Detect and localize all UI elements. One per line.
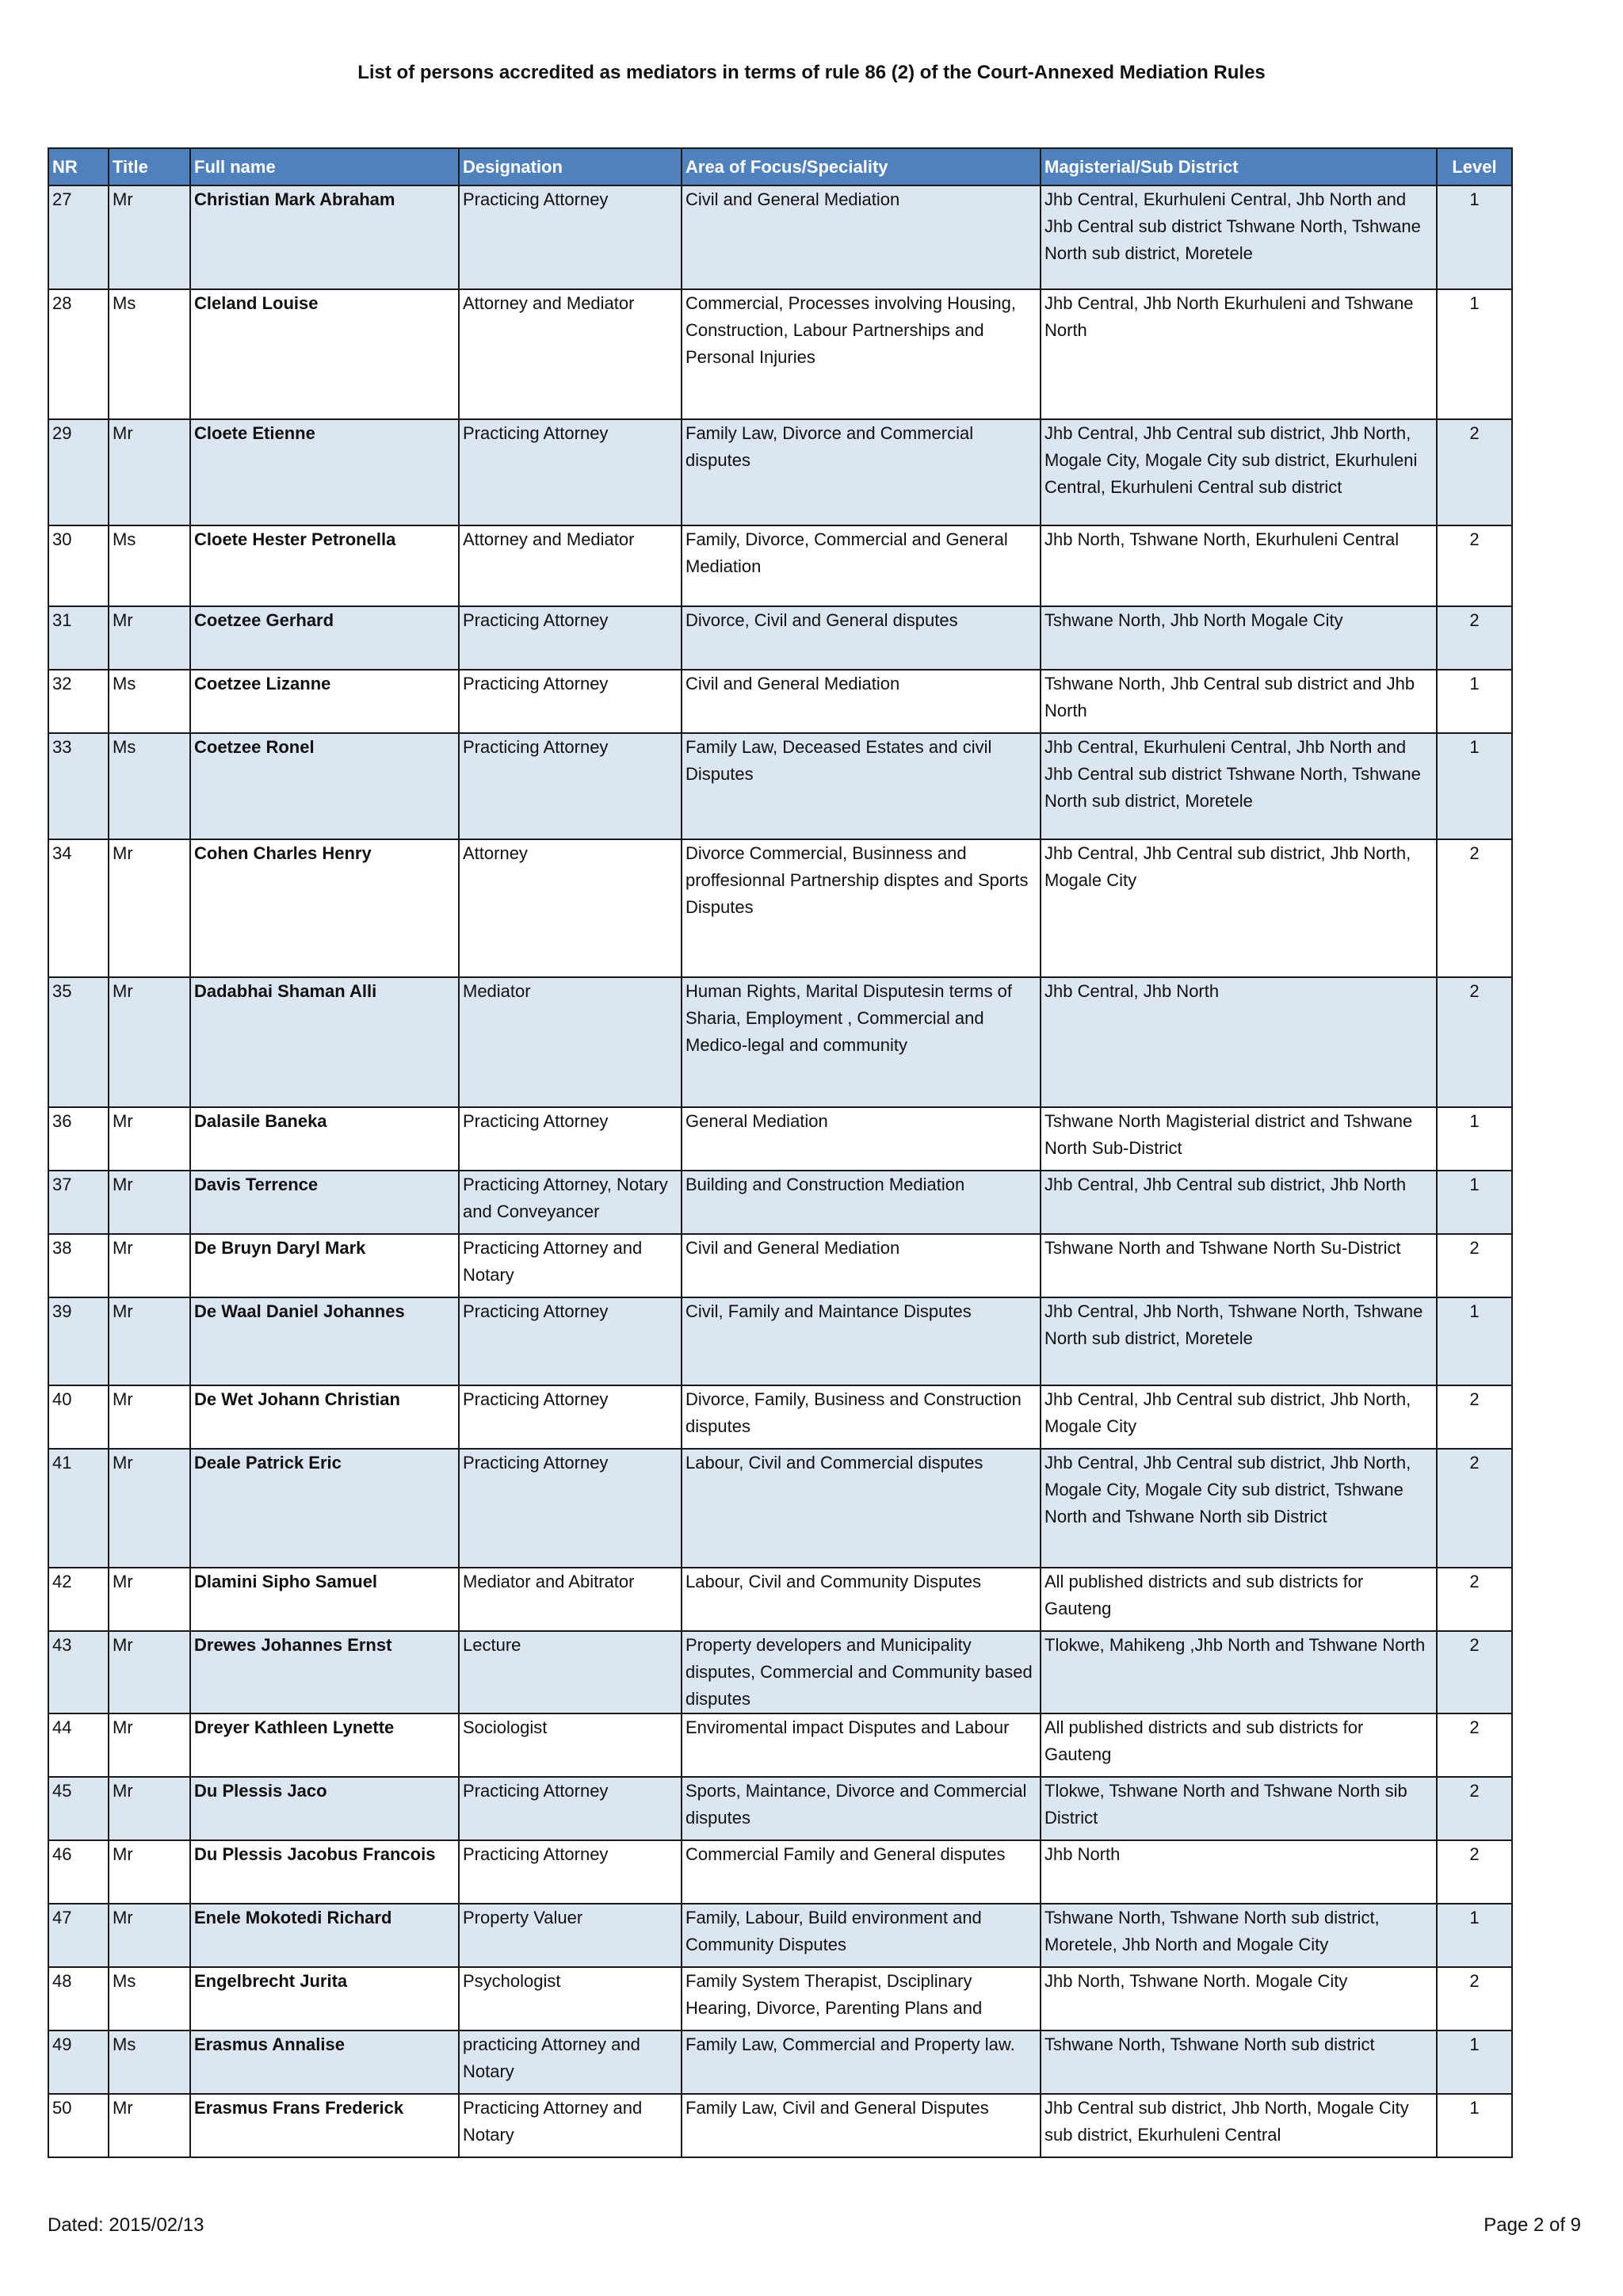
cell-district: Jhb North, Tshwane North. Mogale City xyxy=(1041,1967,1437,2030)
cell-district: Jhb Central, Jhb North xyxy=(1041,977,1437,1107)
table-row xyxy=(48,1568,1512,1631)
table-row xyxy=(48,1297,1512,1385)
cell-district: Jhb North, Tshwane North, Ekurhuleni Central xyxy=(1041,525,1437,606)
table-row xyxy=(48,1713,1512,1777)
cell-designation: Lecture xyxy=(459,1631,682,1713)
cell-title: Mr xyxy=(109,1840,190,1904)
cell-area-of-focus: Family Law, Civil and General Disputes xyxy=(682,2094,1041,2157)
cell-area-of-focus: Family Law, Commercial and Property law. xyxy=(682,2030,1041,2094)
cell-full-name: Dalasile Baneka xyxy=(190,1107,459,1171)
table-row xyxy=(48,1171,1512,1234)
header-full-name: Full name xyxy=(190,148,459,185)
cell-area-of-focus: Family System Therapist, Dsciplinary Hearing, Divorce, Parenting Plans and xyxy=(682,1967,1041,2030)
cell-designation: Practicing Attorney xyxy=(459,1777,682,1840)
cell-area-of-focus: Family, Divorce, Commercial and General Mediation xyxy=(682,525,1041,606)
table-row xyxy=(48,2094,1512,2157)
cell-level: 2 xyxy=(1437,1713,1512,1777)
cell-nr: 46 xyxy=(48,1840,109,1904)
cell-nr: 39 xyxy=(48,1297,109,1385)
cell-district: Jhb Central sub district, Jhb North, Mogale City sub district, Ekurhuleni Central xyxy=(1041,2094,1437,2157)
cell-area-of-focus: Commercial, Processes involving Housing, Construction, Labour Partnerships and Personal Injuries xyxy=(682,289,1041,419)
cell-district: Jhb Central, Jhb Central sub district, Jhb North, Mogale City, Mogale City sub district, Tshwane North and Tshwane North sib District xyxy=(1041,1449,1437,1568)
header-row xyxy=(48,148,1512,185)
cell-title: Mr xyxy=(109,1568,190,1631)
cell-district: Jhb Central, Jhb Central sub district, Jhb North xyxy=(1041,1171,1437,1234)
cell-level: 2 xyxy=(1437,1385,1512,1449)
cell-title: Mr xyxy=(109,1385,190,1449)
cell-title: Mr xyxy=(109,1107,190,1171)
cell-title: Mr xyxy=(109,419,190,525)
cell-designation: Mediator xyxy=(459,977,682,1107)
cell-designation: Practicing Attorney xyxy=(459,1449,682,1568)
cell-district: Tshwane North, Tshwane North sub district, Moretele, Jhb North and Mogale City xyxy=(1041,1904,1437,1967)
cell-nr: 45 xyxy=(48,1777,109,1840)
cell-title: Mr xyxy=(109,1631,190,1713)
cell-full-name: De Waal Daniel Johannes xyxy=(190,1297,459,1385)
cell-district: Tshwane North, Jhb North Mogale City xyxy=(1041,606,1437,670)
table-row xyxy=(48,289,1512,419)
cell-designation: Practicing Attorney xyxy=(459,1385,682,1449)
table-row xyxy=(48,1385,1512,1449)
table-row xyxy=(48,1234,1512,1297)
cell-nr: 28 xyxy=(48,289,109,419)
cell-district: Jhb Central, Ekurhuleni Central, Jhb North and Jhb Central sub district Tshwane North, Tshwane North sub district, Moretele xyxy=(1041,733,1437,839)
cell-designation: practicing Attorney and Notary xyxy=(459,2030,682,2094)
cell-designation: Sociologist xyxy=(459,1713,682,1777)
cell-full-name: Coetzee Gerhard xyxy=(190,606,459,670)
header-designation: Designation xyxy=(459,148,682,185)
cell-area-of-focus: Commercial Family and General disputes xyxy=(682,1840,1041,1904)
cell-level: 2 xyxy=(1437,525,1512,606)
cell-nr: 49 xyxy=(48,2030,109,2094)
cell-nr: 43 xyxy=(48,1631,109,1713)
cell-nr: 33 xyxy=(48,733,109,839)
cell-designation: Practicing Attorney xyxy=(459,185,682,289)
cell-level: 2 xyxy=(1437,977,1512,1107)
table-row xyxy=(48,733,1512,839)
cell-nr: 32 xyxy=(48,670,109,733)
cell-area-of-focus: Civil and General Mediation xyxy=(682,185,1041,289)
cell-nr: 38 xyxy=(48,1234,109,1297)
cell-level: 2 xyxy=(1437,1568,1512,1631)
cell-nr: 48 xyxy=(48,1967,109,2030)
cell-area-of-focus: Divorce, Civil and General disputes xyxy=(682,606,1041,670)
cell-district: Jhb Central, Jhb Central sub district, Jhb North, Mogale City xyxy=(1041,1385,1437,1449)
cell-district: Tshwane North and Tshwane North Su-District xyxy=(1041,1234,1437,1297)
cell-title: Mr xyxy=(109,1777,190,1840)
cell-designation: Practicing Attorney xyxy=(459,733,682,839)
cell-nr: 30 xyxy=(48,525,109,606)
cell-title: Ms xyxy=(109,289,190,419)
cell-district: Jhb Central, Jhb North, Tshwane North, Tshwane North sub district, Moretele xyxy=(1041,1297,1437,1385)
cell-title: Mr xyxy=(109,606,190,670)
table-row xyxy=(48,839,1512,977)
cell-full-name: Enele Mokotedi Richard xyxy=(190,1904,459,1967)
cell-level: 1 xyxy=(1437,2030,1512,2094)
cell-full-name: Engelbrecht Jurita xyxy=(190,1967,459,2030)
cell-nr: 34 xyxy=(48,839,109,977)
cell-designation: Practicing Attorney and Notary xyxy=(459,2094,682,2157)
page-number: Page 2 of 9 xyxy=(1484,2214,1581,2236)
cell-level: 2 xyxy=(1437,1234,1512,1297)
cell-title: Ms xyxy=(109,670,190,733)
cell-area-of-focus: General Mediation xyxy=(682,1107,1041,1171)
table-row xyxy=(48,1967,1512,2030)
cell-area-of-focus: Building and Construction Mediation xyxy=(682,1171,1041,1234)
cell-nr: 35 xyxy=(48,977,109,1107)
cell-designation: Psychologist xyxy=(459,1967,682,2030)
cell-title: Ms xyxy=(109,1967,190,2030)
cell-district: Tshwane North, Jhb Central sub district and Jhb North xyxy=(1041,670,1437,733)
cell-nr: 40 xyxy=(48,1385,109,1449)
cell-title: Mr xyxy=(109,1449,190,1568)
cell-designation: Practicing Attorney xyxy=(459,1297,682,1385)
cell-area-of-focus: Divorce Commercial, Businness and proffesionnal Partnership disptes and Sports Disputes xyxy=(682,839,1041,977)
cell-level: 1 xyxy=(1437,733,1512,839)
cell-level: 1 xyxy=(1437,289,1512,419)
cell-district: Jhb Central, Jhb North Ekurhuleni and Tshwane North xyxy=(1041,289,1437,419)
header-area-of-focus: Area of Focus/Speciality xyxy=(682,148,1041,185)
cell-designation: Practicing Attorney xyxy=(459,1107,682,1171)
cell-designation: Practicing Attorney xyxy=(459,419,682,525)
cell-full-name: Davis Terrence xyxy=(190,1171,459,1234)
cell-area-of-focus: Family Law, Deceased Estates and civil Disputes xyxy=(682,733,1041,839)
cell-district: All published districts and sub districts for Gauteng xyxy=(1041,1713,1437,1777)
cell-district: Tshwane North, Tshwane North sub district xyxy=(1041,2030,1437,2094)
cell-nr: 37 xyxy=(48,1171,109,1234)
cell-area-of-focus: Civil and General Mediation xyxy=(682,670,1041,733)
cell-title: Ms xyxy=(109,525,190,606)
cell-level: 1 xyxy=(1437,1171,1512,1234)
cell-title: Ms xyxy=(109,733,190,839)
cell-full-name: Drewes Johannes Ernst xyxy=(190,1631,459,1713)
header-title: Title xyxy=(109,148,190,185)
cell-designation: Practicing Attorney xyxy=(459,606,682,670)
cell-title: Mr xyxy=(109,1297,190,1385)
cell-nr: 47 xyxy=(48,1904,109,1967)
cell-area-of-focus: Civil and General Mediation xyxy=(682,1234,1041,1297)
cell-level: 1 xyxy=(1437,1297,1512,1385)
cell-district: Jhb Central, Jhb Central sub district, Jhb North, Mogale City xyxy=(1041,839,1437,977)
cell-nr: 50 xyxy=(48,2094,109,2157)
table-row xyxy=(48,670,1512,733)
cell-designation: Practicing Attorney xyxy=(459,670,682,733)
cell-title: Mr xyxy=(109,1713,190,1777)
cell-full-name: De Bruyn Daryl Mark xyxy=(190,1234,459,1297)
table-row xyxy=(48,606,1512,670)
cell-full-name: Coetzee Ronel xyxy=(190,733,459,839)
cell-level: 2 xyxy=(1437,839,1512,977)
table-row xyxy=(48,1107,1512,1171)
cell-full-name: Erasmus Annalise xyxy=(190,2030,459,2094)
cell-designation: Practicing Attorney, Notary and Conveyancer xyxy=(459,1171,682,1234)
cell-full-name: De Wet Johann Christian xyxy=(190,1385,459,1449)
cell-area-of-focus: Enviromental impact Disputes and Labour xyxy=(682,1713,1041,1777)
cell-level: 2 xyxy=(1437,1967,1512,2030)
table-row xyxy=(48,185,1512,289)
cell-full-name: Dreyer Kathleen Lynette xyxy=(190,1713,459,1777)
cell-full-name: Coetzee Lizanne xyxy=(190,670,459,733)
cell-full-name: Cloete Hester Petronella xyxy=(190,525,459,606)
cell-designation: Practicing Attorney xyxy=(459,1840,682,1904)
cell-area-of-focus: Divorce, Family, Business and Construction disputes xyxy=(682,1385,1041,1449)
cell-title: Mr xyxy=(109,1904,190,1967)
cell-nr: 27 xyxy=(48,185,109,289)
cell-level: 2 xyxy=(1437,1449,1512,1568)
cell-level: 2 xyxy=(1437,419,1512,525)
cell-area-of-focus: Labour, Civil and Community Disputes xyxy=(682,1568,1041,1631)
header-district: Magisterial/Sub District xyxy=(1041,148,1437,185)
cell-level: 2 xyxy=(1437,1631,1512,1713)
cell-district: Jhb Central, Ekurhuleni Central, Jhb North and Jhb Central sub district Tshwane North, Tshwane North sub district, Moretele xyxy=(1041,185,1437,289)
cell-level: 1 xyxy=(1437,1107,1512,1171)
cell-title: Ms xyxy=(109,2030,190,2094)
table-row xyxy=(48,419,1512,525)
table-row xyxy=(48,1840,1512,1904)
cell-level: 1 xyxy=(1437,185,1512,289)
cell-district: Tshwane North Magisterial district and Tshwane North Sub-District xyxy=(1041,1107,1437,1171)
cell-level: 2 xyxy=(1437,1840,1512,1904)
cell-district: Tlokwe, Mahikeng ,Jhb North and Tshwane North xyxy=(1041,1631,1437,1713)
cell-area-of-focus: Family Law, Divorce and Commercial disputes xyxy=(682,419,1041,525)
cell-title: Mr xyxy=(109,839,190,977)
cell-full-name: Dlamini Sipho Samuel xyxy=(190,1568,459,1631)
cell-designation: Attorney and Mediator xyxy=(459,525,682,606)
cell-title: Mr xyxy=(109,2094,190,2157)
table-row xyxy=(48,977,1512,1107)
cell-district: All published districts and sub districts for Gauteng xyxy=(1041,1568,1437,1631)
cell-area-of-focus: Labour, Civil and Commercial disputes xyxy=(682,1449,1041,1568)
cell-level: 1 xyxy=(1437,670,1512,733)
cell-title: Mr xyxy=(109,1234,190,1297)
cell-area-of-focus: Family, Labour, Build environment and Community Disputes xyxy=(682,1904,1041,1967)
header-level: Level xyxy=(1437,148,1512,185)
mediators-table xyxy=(48,147,1513,2158)
cell-full-name: Du Plessis Jaco xyxy=(190,1777,459,1840)
cell-nr: 41 xyxy=(48,1449,109,1568)
cell-level: 2 xyxy=(1437,606,1512,670)
cell-level: 1 xyxy=(1437,2094,1512,2157)
cell-nr: 42 xyxy=(48,1568,109,1631)
cell-full-name: Du Plessis Jacobus Francois xyxy=(190,1840,459,1904)
cell-title: Mr xyxy=(109,1171,190,1234)
cell-designation: Mediator and Abitrator xyxy=(459,1568,682,1631)
dated-label: Dated: 2015/02/13 xyxy=(48,2214,204,2236)
table-row xyxy=(48,1449,1512,1568)
cell-nr: 44 xyxy=(48,1713,109,1777)
table-row xyxy=(48,2030,1512,2094)
cell-title: Mr xyxy=(109,977,190,1107)
cell-area-of-focus: Civil, Family and Maintance Disputes xyxy=(682,1297,1041,1385)
cell-nr: 36 xyxy=(48,1107,109,1171)
cell-full-name: Cleland Louise xyxy=(190,289,459,419)
cell-district: Jhb North xyxy=(1041,1840,1437,1904)
cell-designation: Practicing Attorney and Notary xyxy=(459,1234,682,1297)
cell-full-name: Deale Patrick Eric xyxy=(190,1449,459,1568)
page-title: List of persons accredited as mediators in terms of rule 86 (2) of the Court-Annexed Mediation Rules xyxy=(357,62,1266,83)
cell-district: Tlokwe, Tshwane North and Tshwane North sib District xyxy=(1041,1777,1437,1840)
cell-level: 2 xyxy=(1437,1777,1512,1840)
header-nr: NR xyxy=(48,148,109,185)
cell-designation: Attorney and Mediator xyxy=(459,289,682,419)
cell-designation: Attorney xyxy=(459,839,682,977)
cell-area-of-focus: Human Rights, Marital Disputesin terms of Sharia, Employment , Commercial and Medico-legal and community xyxy=(682,977,1041,1107)
cell-district: Jhb Central, Jhb Central sub district, Jhb North, Mogale City, Mogale City sub district, Ekurhuleni Central, Ekurhuleni Central sub district xyxy=(1041,419,1437,525)
cell-nr: 29 xyxy=(48,419,109,525)
table-row xyxy=(48,525,1512,606)
cell-full-name: Erasmus Frans Frederick xyxy=(190,2094,459,2157)
cell-title: Mr xyxy=(109,185,190,289)
cell-full-name: Dadabhai Shaman Alli xyxy=(190,977,459,1107)
cell-area-of-focus: Sports, Maintance, Divorce and Commercial disputes xyxy=(682,1777,1041,1840)
cell-designation: Property Valuer xyxy=(459,1904,682,1967)
cell-level: 1 xyxy=(1437,1904,1512,1967)
cell-area-of-focus: Property developers and Municipality disputes, Commercial and Community based disputes xyxy=(682,1631,1041,1713)
cell-full-name: Cloete Etienne xyxy=(190,419,459,525)
cell-nr: 31 xyxy=(48,606,109,670)
table-row xyxy=(48,1777,1512,1840)
table-row xyxy=(48,1631,1512,1713)
cell-full-name: Christian Mark Abraham xyxy=(190,185,459,289)
cell-full-name: Cohen Charles Henry xyxy=(190,839,459,977)
table-row xyxy=(48,1904,1512,1967)
